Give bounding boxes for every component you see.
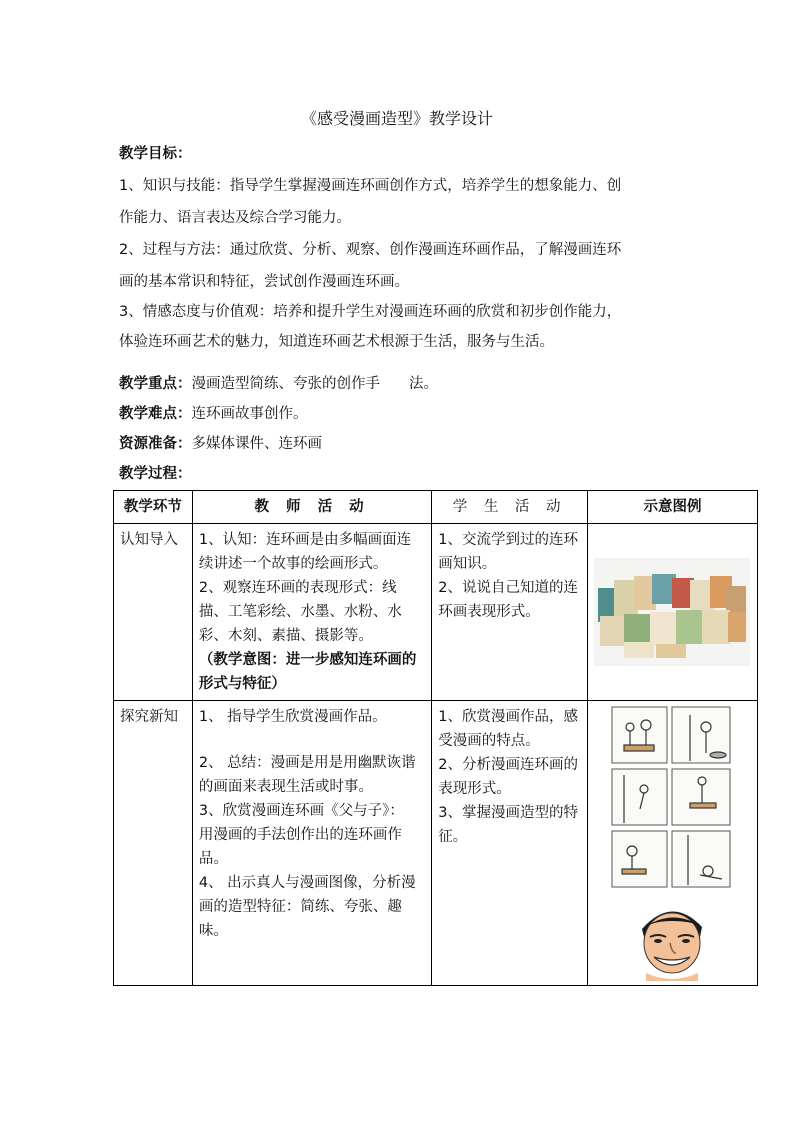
student-line: 2、说说自己知道的连环画表现形式。 (438, 580, 579, 620)
header-student: 学 生 活 动 (432, 491, 588, 524)
objective-line: 3、情感态度与价值观：培养和提升学生对漫画连环画的欣赏和初步创作能力， (119, 304, 622, 320)
teacher-line: 1、 指导学生欣赏漫画作品。 (198, 709, 387, 725)
difficulty (119, 398, 308, 430)
header-teacher: 教 师 活 动 (192, 491, 431, 524)
table-header-row (114, 491, 758, 524)
objective-line: 画的基本常识和特征，尝试创作漫画连环画。 (119, 274, 409, 290)
student-line: 2、分析漫画连环画的表现形式。 (438, 757, 579, 797)
student-line: 3、掌握漫画造型的特征。 (438, 805, 579, 845)
teacher-line: 的画面来表现生活或时事。 (198, 779, 373, 795)
lesson-table (113, 490, 758, 986)
objective-line: 1、知识与技能：指导学生掌握漫画连环画创作方式，培养学生的想象能力、创 (119, 178, 622, 194)
illustration-cell (587, 524, 757, 701)
objectives-heading: 教学目标： (119, 146, 192, 162)
teacher-line: 4、 出示真人与漫画图像，分析漫 (198, 875, 416, 891)
table-row (114, 524, 758, 701)
teacher-cell (192, 701, 431, 986)
teacher-line: 1、认知：连环画是由多幅画面连续讲述一个故事的绘画形式。 (198, 532, 412, 572)
teacher-cell (192, 524, 431, 701)
resources-text: 多媒体课件、连环画 (191, 436, 322, 452)
stage-cell: 探究新知 (114, 701, 193, 986)
objective-line: 作能力、语言表达及综合学习能力。 (119, 210, 351, 226)
student-line: 1、交流学到过的连环画知识。 (438, 532, 579, 572)
difficulty-text: 连环画故事创作。 (191, 406, 308, 422)
resources-label: 资源准备： (119, 436, 192, 452)
difficulty-label: 教学难点： (119, 406, 192, 422)
key-point-text: 漫画造型简练、夸张的创作手 法。 (191, 376, 438, 392)
father-and-son-comic-strip (610, 705, 734, 891)
teacher-line: 画的造型特征：简练、夸张、趣味。 (198, 899, 402, 939)
comic-books-photo (594, 558, 750, 666)
student-cell (432, 524, 588, 701)
process-heading: 教学过程： (119, 466, 192, 482)
table-row (114, 701, 758, 986)
illustration-cell (587, 701, 757, 986)
caricature-portrait (632, 899, 712, 981)
key-point-label: 教学重点： (119, 376, 192, 392)
header-stage: 教学环节 (114, 491, 193, 524)
page-title: 《感受漫画造型》教学设计 (300, 109, 493, 128)
key-point (119, 368, 438, 400)
objective-line: 2、过程与方法：通过欣赏、分析、观察、创作漫画连环画作品，了解漫画连环 (119, 242, 622, 258)
teacher-line: 2、观察连环画的表现形式：线描、工笔彩绘、水墨、水粉、水彩、木刻、素描、摄影等。 (198, 580, 402, 644)
teacher-line: 3、欣赏漫画连环画《父与子》： (198, 803, 404, 819)
student-line: 1、欣赏漫画作品，感受漫画的特点。 (438, 709, 579, 749)
stage-cell: 认知导入 (114, 524, 193, 701)
resources (119, 428, 322, 460)
objective-line: 体验连环画艺术的魅力，知道连环画艺术根源于生活，服务与生活。 (119, 334, 554, 350)
teacher-note: （教学意图：进一步感知连环画的形式与特征） (198, 652, 417, 692)
teacher-line: 用漫画的手法创作出的连环画作品。 (198, 827, 402, 867)
header-illustration: 示意图例 (587, 491, 757, 524)
student-cell (432, 701, 588, 986)
teacher-line: 2、 总结：漫画是用是用幽默诙谐 (198, 755, 416, 771)
